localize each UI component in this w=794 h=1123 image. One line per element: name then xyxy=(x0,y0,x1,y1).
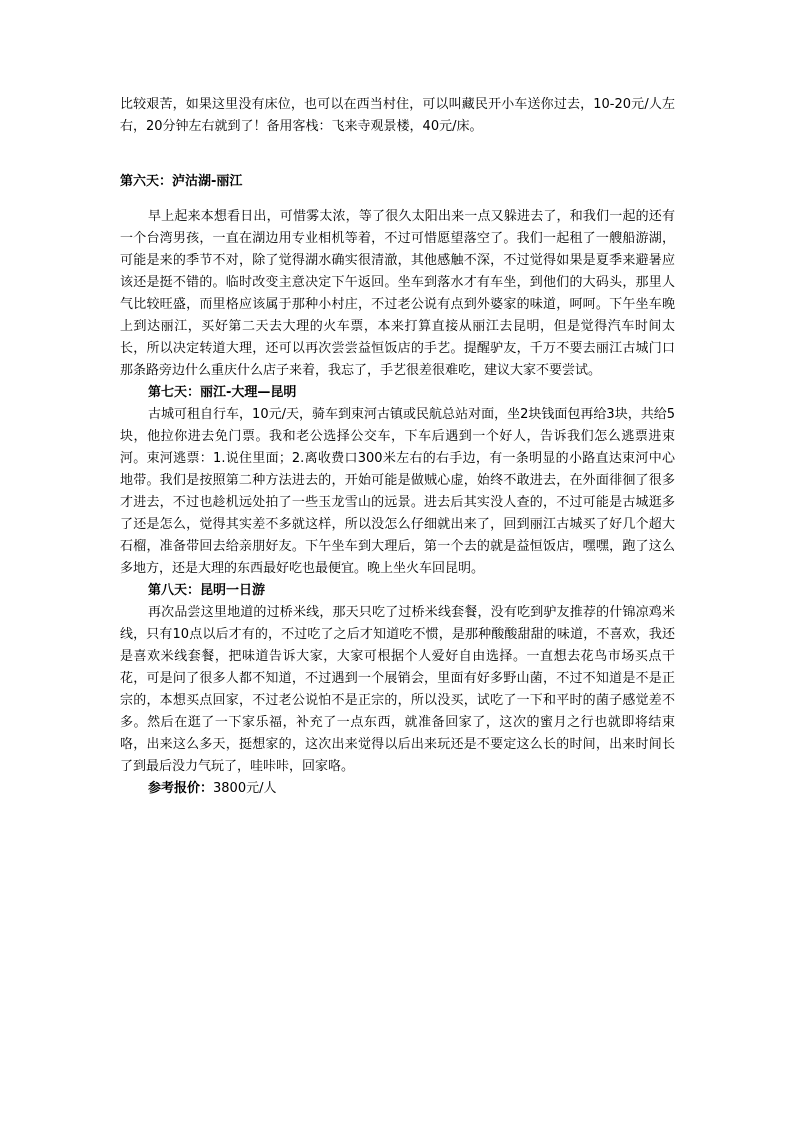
day6-body: 早上起来本想看日出，可惜雾太浓，等了很久太阳出来一点又躲进去了，和我们一起的还有一个台湾男孩，一直在湖边用专业相机等着，不过可惜愿望落空了。我们一起租了一艘船游湖，可能是来的季节不对，除了觉得湖水确实很清澈，其他感触不深，不过觉得如果是夏季来避暑应该还是挺不错的。临时改变主意决定下午返回。坐车到落水才有车坐，到他们的大码头，那里人气比较旺盛，而里格应该属于那种小村庄，不过老公说有点到外婆家的味道，呵呵。下午坐车晚上到达丽江，买好第二天去大理的火车票，本来打算直接从丽江去昆明，但是觉得汽车时间太长，所以决定转道大理，还可以再次尝尝益恒饭店的手艺。提醒驴友，千万不要去丽江古城门口那条路旁边什么重庆什么店子来着，我忘了，手艺很差很难吃，建议大家不要尝试。 xyxy=(120,209,675,378)
intro-paragraph: 比较艰苦，如果这里没有床位，也可以在西当村住，可以叫藏民开小车送你过去，10-20元/人左右，20分钟左右就到了！备用客栈：飞来寺观景楼，40元/床。 xyxy=(120,97,675,134)
price-line xyxy=(120,778,675,800)
spacer xyxy=(120,193,675,206)
spacer xyxy=(120,138,675,158)
day8-heading: 第八天：昆明一日游 xyxy=(148,583,266,598)
day7-body: 古城可租自行车，10元/天，骑车到束河古镇或民航总站对面，坐2块钱面包再给3块，共给5块，他拉你进去免门票。我和老公选择公交车，下车后遇到一个好人，告诉我们怎么逃票进束河。束河逃票：1.说住里面；2.离收费口300米左右的右手边，有一条明显的小路直达束河中心地带。我们是按照第二种方法进去的，开始可能是做贼心虚，始终不敢进去，在外面徘徊了很多才进去，不过也趁机远处拍了一些玉龙雪山的远景。进去后其实没人查的，不过可能是古城逛多了还是怎么，觉得其实差不多就这样，所以没怎么仔细就出来了，回到丽江古城买了好几个超大石榴，准备带回去给亲朋好友。下午坐车到大理后，第一个去的就是益恒饭店，嘿嘿，跑了这么多地方，还是大理的东西最好吃也最便宜。晚上坐火车回昆明。 xyxy=(120,407,675,576)
spacer xyxy=(120,158,675,171)
day7-heading: 第七天：丽江-大理—昆明 xyxy=(148,385,297,400)
document-page xyxy=(120,94,675,800)
day8-body: 再次品尝这里地道的过桥米线，那天只吃了过桥米线套餐，没有吃到驴友推荐的什锦凉鸡米线，只有10点以后才有的，不过吃了之后才知道吃不惯，是那种酸酸甜甜的味道，不喜欢，我还是喜欢米线套餐，把味道告诉大家，大家可根据个人爱好自由选择。一直想去花鸟市场买点干花，可是问了很多人都不知道，不过遇到一个展销会，里面有好多野山菌，不过不知道是不是正宗的，本想买点回家，不过老公说怕不是正宗的，所以没买，试吃了一下和平时的菌子感觉差不多。然后在逛了一下家乐福，补充了一点东西，就准备回家了，这次的蜜月之行也就即将结束咯，出来这么多天，挺想家的，这次出来觉得以后出来玩还是不要定这么长的时间，出来时间长了到最后没力气玩了，哇咔咔，回家咯。 xyxy=(120,605,675,774)
price-label: 参考报价： xyxy=(148,781,214,796)
day6-heading: 第六天：泸沽湖-丽江 xyxy=(120,174,243,189)
price-value: 3800元/人 xyxy=(213,781,277,796)
